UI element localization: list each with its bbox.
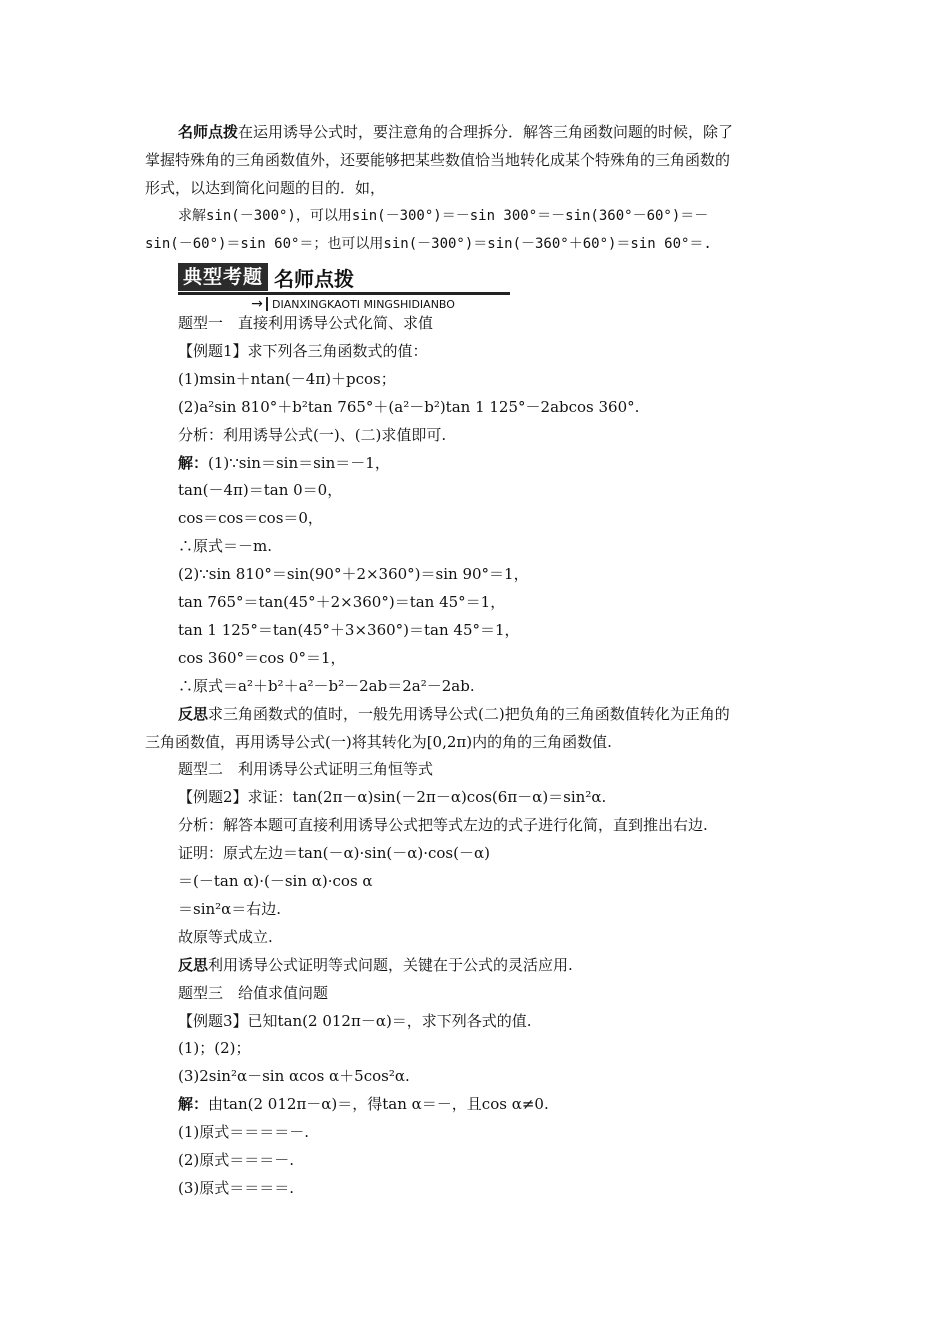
line-text: ∴原式＝a²＋b²＋a²－b²－2ab＝2a²－2ab. <box>178 676 475 695</box>
body-line <box>178 811 810 839</box>
line-text: 求三角函数式的值时，一般先用诱导公式(二)把负角的三角函数值转化为正角的 <box>208 704 730 723</box>
line-text: cos＝cos＝cos＝0， <box>178 509 323 528</box>
body-line <box>178 783 810 811</box>
banner-subtitle: → DIANXINGKAOTI MINGSHIDIANBO <box>248 296 455 312</box>
body-line <box>178 476 810 504</box>
body-line <box>178 616 810 644</box>
line-text: 三角函数值，再用诱导公式(一)将其转化为[0,2π)内的角的三角函数值. <box>145 732 612 751</box>
line-text: 故原等式成立. <box>178 927 273 946</box>
body-line <box>178 393 810 421</box>
line-text: 【例题2】求证：tan(2π－α)sin(－2π－α)cos(6π－α)＝sin²α. <box>178 788 607 807</box>
body-line <box>178 1034 810 1062</box>
line-text: (3)原式＝＝＝＝. <box>178 1178 295 1197</box>
body-line <box>178 560 810 588</box>
body-line <box>178 923 810 951</box>
line-text: ＝sin²α＝右边. <box>178 899 282 918</box>
line-text: 题型二 利用诱导公式证明三角恒等式 <box>178 760 434 779</box>
line-label: 反思 <box>178 955 209 974</box>
line-label: 解： <box>178 453 209 472</box>
line-text: 利用诱导公式证明等式问题，关键在于公式的灵活应用. <box>208 955 573 974</box>
line-text: 分析：解答本题可直接利用诱导公式把等式左边的式子进行化简，直到推出右边. <box>178 816 708 835</box>
banner-title <box>178 262 354 292</box>
tip-label: 名师点拨 <box>178 123 239 141</box>
body-line <box>178 755 810 783</box>
line-text: 题型一 直接利用诱导公式化简、求值 <box>178 314 434 332</box>
body-line <box>178 1118 810 1146</box>
line-text: 题型三 给值求值问题 <box>178 983 329 1002</box>
line-text: (1)原式＝＝＝＝－. <box>178 1123 310 1142</box>
body-line <box>178 1174 810 1202</box>
body-line <box>178 672 810 700</box>
body-line <box>178 309 810 337</box>
line-text: 【例题1】求下列各三角函数式的值： <box>178 341 428 360</box>
body-line <box>178 337 810 365</box>
line-text: (2)原式＝＝＝－. <box>178 1151 295 1169</box>
intro-line-5: sin(－60°)＝sin 60°＝；也可以用sin(－300°)＝sin(－360°＋60°)＝sin 60°＝. <box>145 236 712 252</box>
body-line <box>178 449 810 477</box>
body-line <box>178 700 810 728</box>
intro-line-4: 求解sin(－300°)，可以用sin(－300°)＝－sin 300°＝－sin(360°－60°)＝－ <box>178 208 709 224</box>
line-text: cos 360°＝cos 0°＝1， <box>178 648 346 667</box>
line-text: (3)2sin²α－sin αcos α＋5cos²α. <box>178 1067 410 1086</box>
line-text: tan 765°＝tan(45°＋2×360°)＝tan 45°＝1， <box>178 593 506 611</box>
body-line <box>178 365 810 393</box>
body-line <box>178 644 810 672</box>
banner-rule <box>178 292 510 295</box>
line-text: 由tan(2 012π－α)＝，得tan α＝－，且cos α≠0. <box>208 1095 549 1114</box>
section-banner <box>178 262 510 314</box>
line-text: (1)；(2)； <box>178 1039 251 1058</box>
line-text: tan 1 125°＝tan(45°＋3×360°)＝tan 45°＝1， <box>178 620 520 639</box>
line-text: 证明：原式左边＝tan(－α)·sin(－α)·cos(－α) <box>178 844 490 863</box>
body-line <box>145 728 810 756</box>
intro-line-3: 形式，以达到简化问题的目的．如， <box>145 179 386 197</box>
body-line <box>178 1007 810 1035</box>
body-line <box>178 1146 810 1174</box>
body-line <box>178 532 810 560</box>
line-text: ＝(－tan α)·(－sin α)·cos α <box>178 872 373 890</box>
line-text: tan(－4π)＝tan 0＝0， <box>178 481 343 500</box>
body-line <box>178 504 810 532</box>
banner-title-dark: 典型考题 <box>178 263 268 291</box>
arrow-right-icon: → <box>251 296 263 312</box>
body-line <box>178 1062 810 1090</box>
line-text: 【例题3】已知tan(2 012π－α)＝，求下列各式的值. <box>178 1011 532 1030</box>
intro-line-1: 名师点拨在运用诱导公式时，要注意角的合理拆分．解答三角函数问题的时候，除了 <box>178 123 734 141</box>
line-text: (2)a²sin 810°＋b²tan 765°＋(a²－b²)tan 1 125°－2abcos 360°. <box>178 397 640 416</box>
body-line <box>178 951 810 979</box>
line-text: ∴原式＝－m. <box>178 537 272 556</box>
line-text: (1)∵sin＝sin＝sin＝－1， <box>208 453 390 472</box>
line-label: 解： <box>178 1095 209 1114</box>
body-line <box>178 895 810 923</box>
body-line <box>178 979 810 1007</box>
body-line <box>178 1090 810 1118</box>
body-line <box>178 867 810 895</box>
line-text: (1)msin＋ntan(－4π)＋pcos； <box>178 369 396 388</box>
line-text: 分析：利用诱导公式(一)、(二)求值即可. <box>178 425 447 444</box>
banner-title-light: 名师点拨 <box>274 266 355 291</box>
intro-line-2: 掌握特殊角的三角函数值外，还要能够把某些数值恰当地转化成某个特殊角的三角函数的 <box>145 151 731 169</box>
line-label: 反思 <box>178 704 209 723</box>
body-line <box>178 588 810 616</box>
line-text: (2)∵sin 810°＝sin(90°＋2×360°)＝sin 90°＝1， <box>178 565 529 584</box>
body-line <box>178 421 810 449</box>
body-line <box>178 839 810 867</box>
